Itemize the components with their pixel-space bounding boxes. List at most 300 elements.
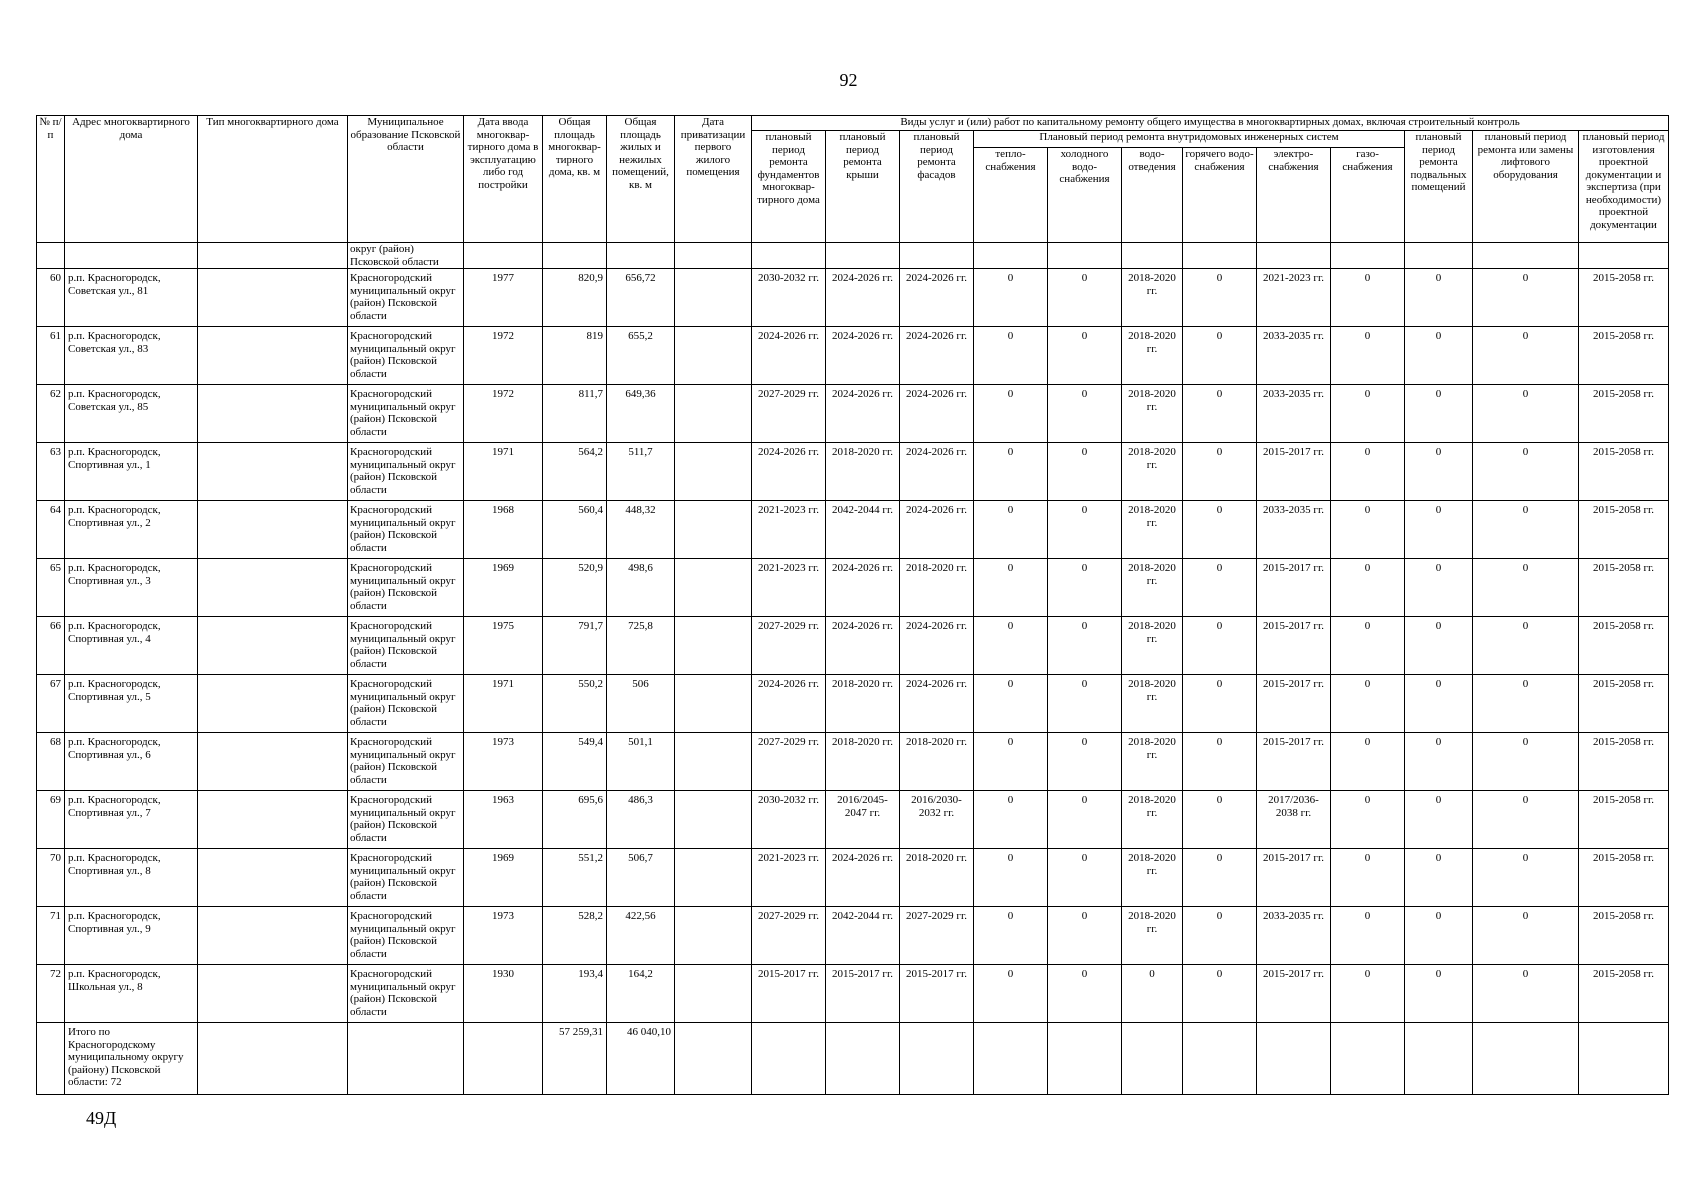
cell-year: 1973 [464, 907, 543, 965]
cell-num: 67 [37, 675, 65, 733]
cell-heat: 0 [974, 269, 1048, 327]
cell-area-living: 656,72 [607, 269, 675, 327]
cell-area-total: 695,6 [543, 791, 607, 849]
cell-roof: 2042-2044 гг. [826, 907, 900, 965]
cell-sewer: 0 [1122, 965, 1183, 1023]
cell-cold-water: 0 [1048, 443, 1122, 501]
cell-design: 2015-2058 гг. [1579, 849, 1669, 907]
cell-num: 62 [37, 385, 65, 443]
table-row [37, 907, 1669, 965]
cell-area-total: 820,9 [543, 269, 607, 327]
cell-design: 2015-2058 гг. [1579, 559, 1669, 617]
cell-elevator: 0 [1473, 907, 1579, 965]
cell-area-total: 811,7 [543, 385, 607, 443]
cell-area-total: 791,7 [543, 617, 607, 675]
header-date-in: Дата ввода многоквар-тирного дома в эксплуатацию либо год постройки [464, 116, 543, 243]
cell-municipality: Красногородский муниципальный округ (район) Псковской области [348, 559, 464, 617]
cell-roof: 2018-2020 гг. [826, 443, 900, 501]
cell-design: 2015-2058 гг. [1579, 733, 1669, 791]
cell-elevator: 0 [1473, 327, 1579, 385]
cell-area-living: 498,6 [607, 559, 675, 617]
header-basement: плановый период ремонта подвальных помещений [1405, 131, 1473, 243]
table-row [37, 791, 1669, 849]
continuation-row [37, 243, 1669, 269]
cell-privatization [675, 791, 752, 849]
cell-type [198, 965, 348, 1023]
cell-address: р.п. Красногородск, Спортивная ул., 5 [65, 675, 198, 733]
cell-cold-water: 0 [1048, 269, 1122, 327]
cell-area-total: 528,2 [543, 907, 607, 965]
cell-facade: 2024-2026 гг. [900, 385, 974, 443]
cell-basement: 0 [1405, 269, 1473, 327]
cell-sewer: 2018-2020 гг. [1122, 791, 1183, 849]
cell-type [198, 559, 348, 617]
cell-foundation: 2024-2026 гг. [752, 443, 826, 501]
cell-type [198, 617, 348, 675]
cell-municipality: Красногородский муниципальный округ (район) Псковской области [348, 965, 464, 1023]
cell-foundation: 2030-2032 гг. [752, 269, 826, 327]
cell-privatization [675, 443, 752, 501]
cell-gas: 0 [1331, 675, 1405, 733]
cell-sewer: 2018-2020 гг. [1122, 849, 1183, 907]
cell-municipality: Красногородский муниципальный округ (район) Псковской области [348, 501, 464, 559]
cell-municipality: Красногородский муниципальный округ (район) Псковской области [348, 907, 464, 965]
cell-privatization [675, 849, 752, 907]
table-row [37, 965, 1669, 1023]
cell-electric: 2021-2023 гг. [1257, 269, 1331, 327]
cell-privatization [675, 907, 752, 965]
cell-basement: 0 [1405, 965, 1473, 1023]
cell-hot-water: 0 [1183, 965, 1257, 1023]
cell-municipality: Красногородский муниципальный округ (район) Псковской области [348, 849, 464, 907]
cell-num: 60 [37, 269, 65, 327]
cell-basement: 0 [1405, 849, 1473, 907]
cell-foundation: 2021-2023 гг. [752, 501, 826, 559]
cell-type [198, 443, 348, 501]
cell-heat: 0 [974, 675, 1048, 733]
cell-municipality: Красногородский муниципальный округ (район) Псковской области [348, 327, 464, 385]
cell-hot-water: 0 [1183, 907, 1257, 965]
cell-elevator: 0 [1473, 269, 1579, 327]
cell-elevator: 0 [1473, 791, 1579, 849]
cell-area-living: 501,1 [607, 733, 675, 791]
cell-privatization [675, 733, 752, 791]
cell-heat: 0 [974, 849, 1048, 907]
cell-elevator: 0 [1473, 385, 1579, 443]
cell-area-living: 649,36 [607, 385, 675, 443]
cell-area-total: 520,9 [543, 559, 607, 617]
cell-facade: 2018-2020 гг. [900, 849, 974, 907]
cell-municipality: Красногородский муниципальный округ (район) Псковской области [348, 617, 464, 675]
cell-electric: 2033-2035 гг. [1257, 385, 1331, 443]
cell-foundation: 2021-2023 гг. [752, 559, 826, 617]
cell-address: р.п. Красногородск, Спортивная ул., 4 [65, 617, 198, 675]
header-elevator: плановый период ремонта или замены лифтового оборудования [1473, 131, 1579, 243]
cell-municipality: Красногородский муниципальный округ (район) Псковской области [348, 269, 464, 327]
cell-area-living: 486,3 [607, 791, 675, 849]
cell-privatization [675, 965, 752, 1023]
cell-municipality: Красногородский муниципальный округ (район) Псковской области [348, 385, 464, 443]
cell-foundation: 2024-2026 гг. [752, 675, 826, 733]
cell-roof: 2018-2020 гг. [826, 733, 900, 791]
cell-elevator: 0 [1473, 501, 1579, 559]
cell-year: 1969 [464, 849, 543, 907]
cell-heat: 0 [974, 907, 1048, 965]
table-row [37, 559, 1669, 617]
cell-foundation: 2027-2029 гг. [752, 385, 826, 443]
cell-gas: 0 [1331, 443, 1405, 501]
cell-design: 2015-2058 гг. [1579, 327, 1669, 385]
cell-cold-water: 0 [1048, 791, 1122, 849]
cell-address: р.п. Красногородск, Школьная ул., 8 [65, 965, 198, 1023]
cell-heat: 0 [974, 733, 1048, 791]
cell-num: 70 [37, 849, 65, 907]
cell-year: 1930 [464, 965, 543, 1023]
cell-gas: 0 [1331, 907, 1405, 965]
cell-heat: 0 [974, 501, 1048, 559]
cell-elevator: 0 [1473, 849, 1579, 907]
cell-municipality: Красногородский муниципальный округ (район) Псковской области [348, 733, 464, 791]
cell-foundation: 2027-2029 гг. [752, 907, 826, 965]
header-area-living: Общая площадь жилых и нежилых помещений, кв. м [607, 116, 675, 243]
cell-facade: 2024-2026 гг. [900, 501, 974, 559]
cell-type [198, 327, 348, 385]
cell-type [198, 849, 348, 907]
cell-heat: 0 [974, 327, 1048, 385]
cell-address: р.п. Красногородск, Советская ул., 83 [65, 327, 198, 385]
cell-municipality: Красногородский муниципальный округ (район) Псковской области [348, 675, 464, 733]
header-roof: плановый период ремонта крыши [826, 131, 900, 243]
cell-privatization [675, 269, 752, 327]
cell-area-living: 506 [607, 675, 675, 733]
cell-electric: 2033-2035 гг. [1257, 501, 1331, 559]
cell-year: 1968 [464, 501, 543, 559]
cell-municipality: Красногородский муниципальный округ (район) Псковской области [348, 791, 464, 849]
cell-electric: 2015-2017 гг. [1257, 965, 1331, 1023]
cell-electric: 2015-2017 гг. [1257, 559, 1331, 617]
table-row [37, 675, 1669, 733]
cell-design: 2015-2058 гг. [1579, 965, 1669, 1023]
document-code: 49Д [86, 1108, 117, 1128]
cell-basement: 0 [1405, 675, 1473, 733]
cell-address: р.п. Красногородск, Спортивная ул., 7 [65, 791, 198, 849]
cell-area-total: 193,4 [543, 965, 607, 1023]
table-row [37, 733, 1669, 791]
total-area-living: 46 040,10 [607, 1023, 675, 1095]
cell-basement: 0 [1405, 617, 1473, 675]
cell-basement: 0 [1405, 501, 1473, 559]
header-sewer: водо-отведения [1122, 148, 1183, 243]
cell-basement: 0 [1405, 327, 1473, 385]
cell-basement: 0 [1405, 385, 1473, 443]
cell-num: 72 [37, 965, 65, 1023]
header-num: № п/п [37, 116, 65, 243]
table-row [37, 501, 1669, 559]
cell-roof: 2042-2044 гг. [826, 501, 900, 559]
cell-design: 2015-2058 гг. [1579, 269, 1669, 327]
cell-roof: 2024-2026 гг. [826, 269, 900, 327]
cell-gas: 0 [1331, 559, 1405, 617]
table-row [37, 327, 1669, 385]
cell-year: 1975 [464, 617, 543, 675]
cell-sewer: 2018-2020 гг. [1122, 501, 1183, 559]
cell-privatization [675, 501, 752, 559]
cell-design: 2015-2058 гг. [1579, 675, 1669, 733]
header-works: Виды услуг и (или) работ по капитальному ремонту общего имущества в многоквартирных домах, включая строительный контроль [752, 116, 1669, 131]
cell-hot-water: 0 [1183, 733, 1257, 791]
cell-design: 2015-2058 гг. [1579, 501, 1669, 559]
cell-cold-water: 0 [1048, 849, 1122, 907]
cell-elevator: 0 [1473, 965, 1579, 1023]
cell-roof: 2024-2026 гг. [826, 559, 900, 617]
cell-address: р.п. Красногородск, Спортивная ул., 3 [65, 559, 198, 617]
cell-hot-water: 0 [1183, 269, 1257, 327]
cell-area-total: 549,4 [543, 733, 607, 791]
cell-facade: 2015-2017 гг. [900, 965, 974, 1023]
cell-year: 1963 [464, 791, 543, 849]
header-municipality: Муниципальное образование Псковской области [348, 116, 464, 243]
table-row [37, 849, 1669, 907]
cell-gas: 0 [1331, 791, 1405, 849]
cell-heat: 0 [974, 965, 1048, 1023]
cell-address: р.п. Красногородск, Советская ул., 81 [65, 269, 198, 327]
cell-type [198, 907, 348, 965]
cell-hot-water: 0 [1183, 385, 1257, 443]
header-heat: тепло-снабжения [974, 148, 1048, 243]
cell-type [198, 385, 348, 443]
header-area-total: Общая площадь многоквар-тирного дома, кв. м [543, 116, 607, 243]
cell-facade: 2024-2026 гг. [900, 269, 974, 327]
cell-facade: 2027-2029 гг. [900, 907, 974, 965]
cell-heat: 0 [974, 385, 1048, 443]
cell-gas: 0 [1331, 733, 1405, 791]
cell-facade: 2018-2020 гг. [900, 733, 974, 791]
cell-type [198, 791, 348, 849]
cell-facade: 2018-2020 гг. [900, 559, 974, 617]
cell-roof: 2018-2020 гг. [826, 675, 900, 733]
cell-privatization [675, 675, 752, 733]
cell-elevator: 0 [1473, 675, 1579, 733]
cell-electric: 2017/2036-2038 гг. [1257, 791, 1331, 849]
cell-foundation: 2015-2017 гг. [752, 965, 826, 1023]
cell-electric: 2033-2035 гг. [1257, 907, 1331, 965]
capital-repair-table [36, 115, 1669, 1095]
cell-num: 61 [37, 327, 65, 385]
page-number: 92 [839, 70, 858, 90]
cell-design: 2015-2058 гг. [1579, 617, 1669, 675]
cell-area-living: 448,32 [607, 501, 675, 559]
table-row [37, 443, 1669, 501]
header-electric: электро-снабжения [1257, 148, 1331, 243]
cell-area-living: 511,7 [607, 443, 675, 501]
cell-elevator: 0 [1473, 443, 1579, 501]
cell-year: 1973 [464, 733, 543, 791]
cell-heat: 0 [974, 791, 1048, 849]
cell-year: 1969 [464, 559, 543, 617]
cell-basement: 0 [1405, 559, 1473, 617]
cell-num: 68 [37, 733, 65, 791]
cell-gas: 0 [1331, 269, 1405, 327]
cell-electric: 2033-2035 гг. [1257, 327, 1331, 385]
cell-year: 1977 [464, 269, 543, 327]
cell-hot-water: 0 [1183, 617, 1257, 675]
cell-basement: 0 [1405, 791, 1473, 849]
cell-year: 1971 [464, 675, 543, 733]
cell-area-total: 560,4 [543, 501, 607, 559]
cell-cold-water: 0 [1048, 907, 1122, 965]
cell-area-total: 550,2 [543, 675, 607, 733]
cell-elevator: 0 [1473, 617, 1579, 675]
header-type: Тип многоквартирного дома [198, 116, 348, 243]
table-row [37, 617, 1669, 675]
cell-hot-water: 0 [1183, 327, 1257, 385]
cell-gas: 0 [1331, 965, 1405, 1023]
cell-facade: 2024-2026 гг. [900, 675, 974, 733]
cell-num: 66 [37, 617, 65, 675]
cell-municipality: Красногородский муниципальный округ (район) Псковской области [348, 443, 464, 501]
cell-privatization [675, 385, 752, 443]
cell-num: 63 [37, 443, 65, 501]
cell-roof: 2024-2026 гг. [826, 849, 900, 907]
cell-area-total: 564,2 [543, 443, 607, 501]
cell-cold-water: 0 [1048, 965, 1122, 1023]
cell-hot-water: 0 [1183, 675, 1257, 733]
cell-heat: 0 [974, 559, 1048, 617]
cell-address: р.п. Красногородск, Спортивная ул., 2 [65, 501, 198, 559]
cell-foundation: 2030-2032 гг. [752, 791, 826, 849]
cell-elevator: 0 [1473, 559, 1579, 617]
cell-hot-water: 0 [1183, 443, 1257, 501]
table-row [37, 385, 1669, 443]
cell-address: р.п. Красногородск, Спортивная ул., 1 [65, 443, 198, 501]
cell-year: 1972 [464, 385, 543, 443]
cell-cold-water: 0 [1048, 733, 1122, 791]
cell-roof: 2015-2017 гг. [826, 965, 900, 1023]
cell-cold-water: 0 [1048, 385, 1122, 443]
cell-address: р.п. Красногородск, Советская ул., 85 [65, 385, 198, 443]
cell-num: 71 [37, 907, 65, 965]
cell-cold-water: 0 [1048, 617, 1122, 675]
cell-gas: 0 [1331, 849, 1405, 907]
cell-cold-water: 0 [1048, 675, 1122, 733]
cell-sewer: 2018-2020 гг. [1122, 733, 1183, 791]
cell-sewer: 2018-2020 гг. [1122, 385, 1183, 443]
cell-sewer: 2018-2020 гг. [1122, 907, 1183, 965]
cell-area-living: 506,7 [607, 849, 675, 907]
cell-area-total: 819 [543, 327, 607, 385]
cell-design: 2015-2058 гг. [1579, 791, 1669, 849]
cell-facade: 2024-2026 гг. [900, 617, 974, 675]
cell-privatization [675, 327, 752, 385]
cell-sewer: 2018-2020 гг. [1122, 559, 1183, 617]
cell-sewer: 2018-2020 гг. [1122, 327, 1183, 385]
cell-type [198, 501, 348, 559]
cell-basement: 0 [1405, 907, 1473, 965]
cell-privatization [675, 559, 752, 617]
header-foundation: плановый период ремонта фундаментов многоквар-тирного дома [752, 131, 826, 243]
cell-heat: 0 [974, 443, 1048, 501]
cell-heat: 0 [974, 617, 1048, 675]
cell-elevator: 0 [1473, 733, 1579, 791]
cell-type [198, 733, 348, 791]
cell-basement: 0 [1405, 443, 1473, 501]
cell-year: 1971 [464, 443, 543, 501]
cell-electric: 2015-2017 гг. [1257, 733, 1331, 791]
cell-gas: 0 [1331, 501, 1405, 559]
cell-basement: 0 [1405, 733, 1473, 791]
cell-address: р.п. Красногородск, Спортивная ул., 6 [65, 733, 198, 791]
cell-cold-water: 0 [1048, 559, 1122, 617]
cell-sewer: 2018-2020 гг. [1122, 675, 1183, 733]
header-gas: газо-снабжения [1331, 148, 1405, 243]
cell-roof: 2024-2026 гг. [826, 617, 900, 675]
cell-roof: 2024-2026 гг. [826, 327, 900, 385]
cell-foundation: 2027-2029 гг. [752, 617, 826, 675]
total-area-total: 57 259,31 [543, 1023, 607, 1095]
cell-area-total: 551,2 [543, 849, 607, 907]
cell-foundation: 2027-2029 гг. [752, 733, 826, 791]
table-row [37, 269, 1669, 327]
cell-hot-water: 0 [1183, 849, 1257, 907]
cell-electric: 2015-2017 гг. [1257, 617, 1331, 675]
cell-electric: 2015-2017 гг. [1257, 675, 1331, 733]
cell-facade: 2024-2026 гг. [900, 327, 974, 385]
header-cold-water: холодного водо-снабжения [1048, 148, 1122, 243]
total-label: Итого по Красногородскому муниципальному округу (району) Псковской области: 72 [65, 1023, 198, 1095]
cell-gas: 0 [1331, 385, 1405, 443]
header-design: плановый период изготовления проектной документации и экспертиза (при необходимости) проектной документации [1579, 131, 1669, 243]
cell-year: 1972 [464, 327, 543, 385]
cell-gas: 0 [1331, 617, 1405, 675]
cell-foundation: 2024-2026 гг. [752, 327, 826, 385]
cell-area-living: 422,56 [607, 907, 675, 965]
header-engineering: Плановый период ремонта внутридомовых инженерных систем [974, 131, 1405, 148]
cell-design: 2015-2058 гг. [1579, 385, 1669, 443]
cell-address: р.п. Красногородск, Спортивная ул., 9 [65, 907, 198, 965]
cell-num: 69 [37, 791, 65, 849]
cell-area-living: 655,2 [607, 327, 675, 385]
cell-design: 2015-2058 гг. [1579, 907, 1669, 965]
cell-hot-water: 0 [1183, 501, 1257, 559]
cell-electric: 2015-2017 гг. [1257, 849, 1331, 907]
cell-design: 2015-2058 гг. [1579, 443, 1669, 501]
cell-electric: 2015-2017 гг. [1257, 443, 1331, 501]
header-facade: плановый период ремонта фасадов [900, 131, 974, 243]
cell-sewer: 2018-2020 гг. [1122, 617, 1183, 675]
cell-hot-water: 0 [1183, 791, 1257, 849]
cell-num: 65 [37, 559, 65, 617]
header-address: Адрес многоквартирного дома [65, 116, 198, 243]
cell-privatization [675, 617, 752, 675]
cell-num: 64 [37, 501, 65, 559]
total-row [37, 1023, 1669, 1095]
cell-area-living: 725,8 [607, 617, 675, 675]
cell-cold-water: 0 [1048, 327, 1122, 385]
cell-gas: 0 [1331, 327, 1405, 385]
cell-municipality: округ (район) Псковской области [348, 243, 464, 269]
cell-sewer: 2018-2020 гг. [1122, 443, 1183, 501]
cell-hot-water: 0 [1183, 559, 1257, 617]
cell-facade: 2016/2030-2032 гг. [900, 791, 974, 849]
cell-roof: 2024-2026 гг. [826, 385, 900, 443]
header-privatization: Дата приватизации первого жилого помещения [675, 116, 752, 243]
cell-address: р.п. Красногородск, Спортивная ул., 8 [65, 849, 198, 907]
header-hot-water: горячего водо-снабжения [1183, 148, 1257, 243]
cell-foundation: 2021-2023 гг. [752, 849, 826, 907]
cell-sewer: 2018-2020 гг. [1122, 269, 1183, 327]
cell-facade: 2024-2026 гг. [900, 443, 974, 501]
cell-type [198, 269, 348, 327]
